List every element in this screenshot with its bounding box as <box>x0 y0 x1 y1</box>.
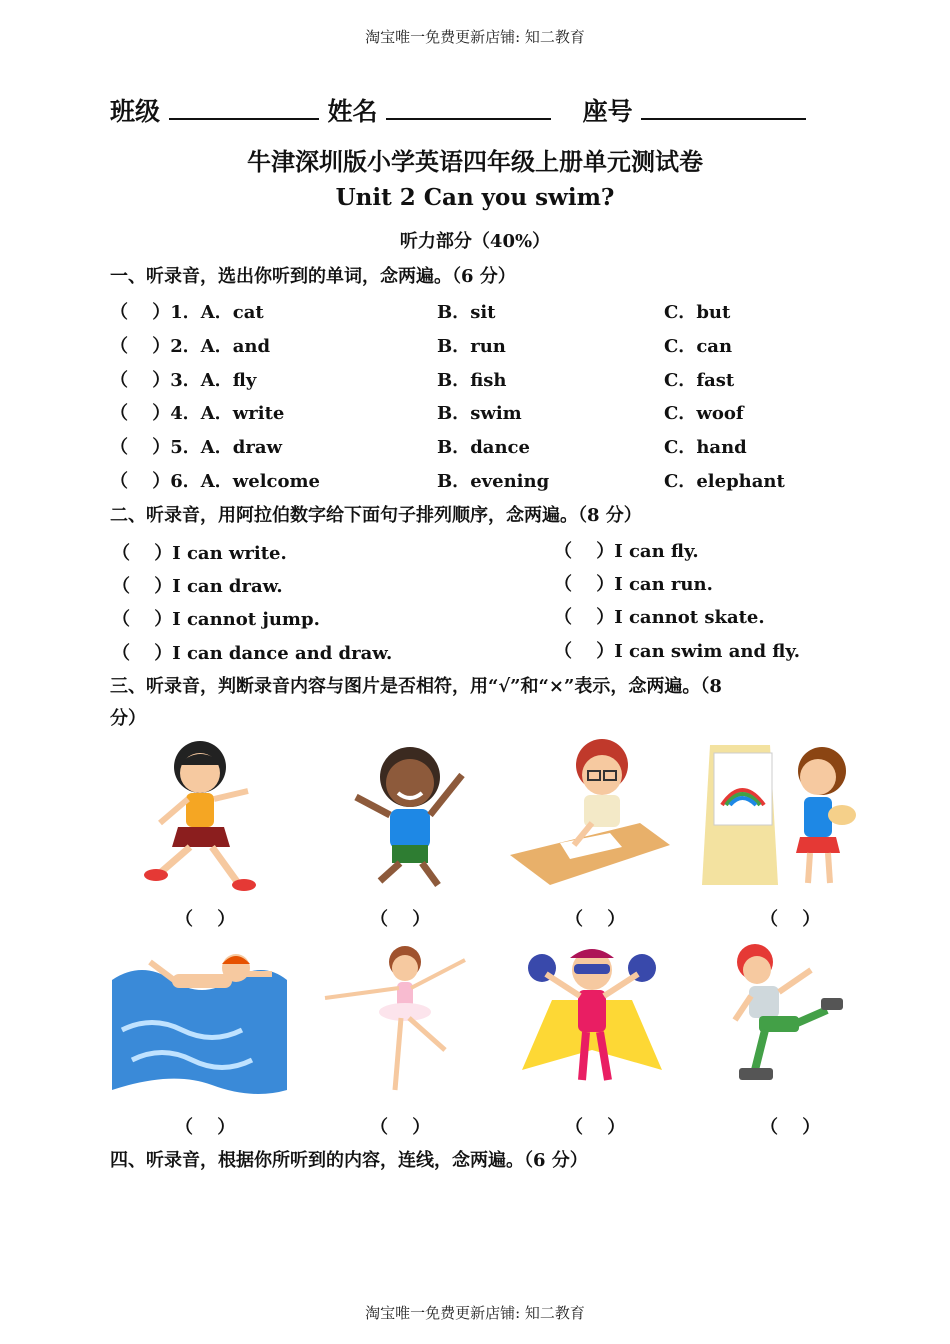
answer-blank-2[interactable]: （ ） <box>370 909 431 930</box>
ordering-sentence[interactable]: （ ）I cannot skate. <box>554 607 765 628</box>
option-a[interactable]: （ ）4．A．write <box>110 403 285 425</box>
question-row <box>110 366 850 400</box>
section2-heading: 二、听录音，用阿拉伯数字给下面句子排列顺序，念两遍。（8 分） <box>110 505 642 526</box>
superhero-girl-picture <box>512 940 672 1100</box>
student-info-line <box>110 92 806 128</box>
question-row <box>110 332 850 366</box>
answer-blank-6[interactable]: （ ） <box>370 1117 431 1138</box>
option-c: C．hand <box>664 437 747 459</box>
option-b: B．evening <box>437 471 550 492</box>
option-a[interactable]: （ ）3．A．fly <box>110 369 257 391</box>
option-b: B．fish <box>437 369 507 391</box>
option-b: B．swim <box>437 403 522 425</box>
ordering-sentence[interactable]: （ ）I can dance and draw. <box>112 643 393 664</box>
name-blank[interactable] <box>386 96 551 120</box>
class-label: 班级 <box>110 97 161 126</box>
page-footer: 淘宝唯一免费更新店铺: 知二教育 <box>365 1304 585 1322</box>
swimming-man-picture <box>112 940 287 1100</box>
option-b: B．dance <box>437 437 530 459</box>
section3-heading-line1: 三、听录音，判断录音内容与图片是否相符，用“√”和“×”表示，念两遍。（8 <box>110 676 722 697</box>
option-b: B．run <box>437 335 506 357</box>
answer-blank-7[interactable]: （ ） <box>565 1117 626 1138</box>
answer-blank-5[interactable]: （ ） <box>175 1117 236 1138</box>
ordering-sentence[interactable]: （ ）I cannot jump. <box>112 609 320 630</box>
ballet-girl-picture <box>315 940 475 1100</box>
name-label: 姓名 <box>327 97 378 126</box>
option-c: C．but <box>664 302 731 323</box>
class-blank[interactable] <box>169 96 319 120</box>
question-row <box>110 399 850 433</box>
running-girl-picture <box>120 735 280 895</box>
option-a[interactable]: （ ）6．A．welcome <box>110 471 321 492</box>
option-a[interactable]: （ ）2．A．and <box>110 335 271 357</box>
title-english: Unit 2 Can you swim? <box>335 184 615 211</box>
ordering-sentence[interactable]: （ ）I can draw. <box>112 576 283 597</box>
question-row <box>110 467 850 501</box>
option-c: C．elephant <box>664 471 785 492</box>
answer-blank-3[interactable]: （ ） <box>565 909 626 930</box>
answer-blank-1[interactable]: （ ） <box>175 909 236 930</box>
option-c: C．can <box>664 335 733 357</box>
title-chinese: 牛津深圳版小学英语四年级上册单元测试卷 <box>247 147 703 176</box>
question-row <box>110 433 850 467</box>
ordering-sentence[interactable]: （ ）I can swim and fly. <box>554 641 801 662</box>
option-a[interactable]: （ ）5．A．draw <box>110 437 282 459</box>
seat-blank[interactable] <box>641 96 806 120</box>
section3-heading-line2: 分） <box>110 708 146 729</box>
option-c: C．woof <box>664 403 744 425</box>
ordering-sentence[interactable]: （ ）I can fly. <box>554 541 699 562</box>
skating-boy-picture <box>715 940 875 1100</box>
ordering-sentence[interactable]: （ ）I can run. <box>554 574 713 595</box>
ordering-sentence[interactable]: （ ）I can write. <box>112 543 287 564</box>
seat-label: 座号 <box>582 97 633 126</box>
option-a[interactable]: （ ）1．A．cat <box>110 302 264 323</box>
answer-blank-4[interactable]: （ ） <box>760 909 821 930</box>
writing-boy-picture <box>510 735 670 895</box>
section4-heading: 四、听录音，根据你所听到的内容，连线，念两遍。（6 分） <box>110 1150 588 1171</box>
listening-heading: 听力部分（40%） <box>399 231 551 252</box>
option-b: B．sit <box>437 302 496 323</box>
section1-heading: 一、听录音，选出你听到的单词，念两遍。（6 分） <box>110 266 516 287</box>
jumping-boy-picture <box>330 735 490 895</box>
answer-blank-8[interactable]: （ ） <box>760 1117 821 1138</box>
question-row <box>110 298 850 332</box>
drawing-girl-picture <box>700 735 860 895</box>
page-header: 淘宝唯一免费更新店铺: 知二教育 <box>365 28 585 46</box>
option-c: C．fast <box>664 369 735 391</box>
